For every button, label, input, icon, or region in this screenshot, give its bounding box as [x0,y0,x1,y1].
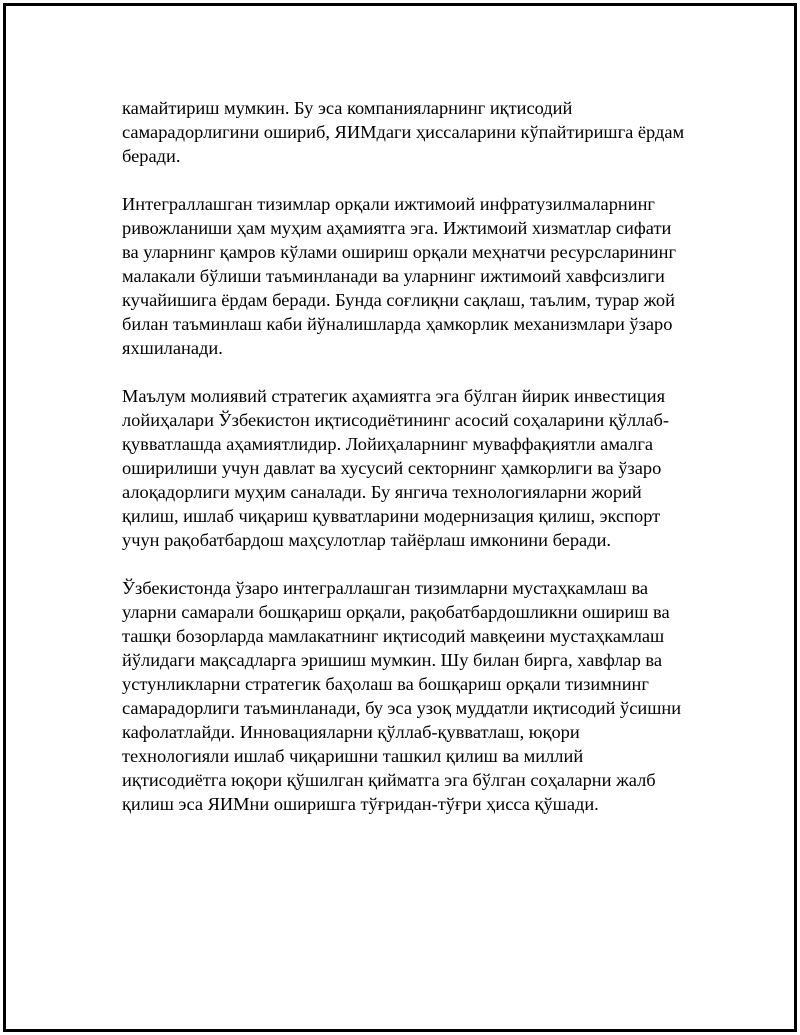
text-line: кафолатлайди. Инновацияларни қўллаб-қувватлаш, юқори [122,722,580,742]
text-line: малакали бўлиши таъминланади ва уларнинг ижтимоий хавфсизлиги [122,266,665,286]
text-line: яхшиланади. [122,338,223,358]
text-line: алоқадорлиги муҳим саналади. Бу янгича технологияларни жорий [122,482,642,502]
text-line: самарадорлиги таъминланади, бу эса узоқ муддатли иқтисодий ўсишни [122,698,682,718]
text-line: Маълум молиявий стратегик аҳамиятга эга бўлган йирик инвестиция [122,386,666,406]
text-line: қилиш эса ЯИМни оширишга тўғридан-тўғри ҳисса қўшади. [122,794,599,814]
text-line: уларни самарали бошқариш орқали, рақобатбардошликни ошириш ва [122,602,670,622]
text-line: Интеграллашган тизимлар орқали ижтимоий инфратузилмаларнинг [122,194,655,214]
text-line: беради. [122,146,181,166]
text-line: қувватлашда аҳамиятлидир. Лойиҳаларнинг муваффақиятли амалга [122,434,654,454]
paragraph-3 [122,384,692,552]
text-line: технологияли ишлаб чиқаришни ташкил қилиш ва миллий [122,746,584,766]
paragraph-4 [122,576,692,816]
document-body [122,96,692,840]
paragraph-2 [122,192,692,360]
text-line: йўлидаги мақсадларга эришиш мумкин. Шу билан бирга, хавфлар ва [122,650,663,670]
text-line: лойиҳалари Ўзбекистон иқтисодиётининг асосий соҳаларини қўллаб- [122,410,669,430]
text-line: ташқи бозорларда мамлакатнинг иқтисодий мавқеини мустаҳкамлаш [122,626,665,646]
page-frame [3,3,797,1032]
text-line: самарадорлигини ошириб, ЯИМдаги ҳиссаларини кўпайтиришга ёрдам [122,122,685,142]
text-line: камайтириш мумкин. Бу эса компанияларнинг иқтисодий [122,98,573,118]
text-line: ривожланиши ҳам муҳим аҳамиятга эга. Ижтимоий хизматлар сифати [122,218,672,238]
text-line: устунликларни стратегик баҳолаш ва бошқариш орқали тизимнинг [122,674,649,694]
text-line: ва уларнинг қамров кўлами ошириш орқали меҳнатчи ресурсларининг [122,242,676,262]
text-line: кучайишига ёрдам беради. Бунда соғлиқни сақлаш, таълим, турар жой [122,290,675,310]
text-line: иқтисодиётга юқори қўшилган қийматга эга бўлган соҳаларни жалб [122,770,656,790]
text-line: Ўзбекистонда ўзаро интеграллашган тизимларни мустаҳкамлаш ва [122,578,649,598]
text-line: учун рақобатбардош маҳсулотлар тайёрлаш имконини беради. [122,530,612,550]
paragraph-1 [122,96,692,168]
text-line: билан таъминлаш каби йўналишларда ҳамкорлик механизмлари ўзаро [122,314,673,334]
text-line: қилиш, ишлаб чиқариш қувватларини модернизация қилиш, экспорт [122,506,661,526]
text-line: оширилиши учун давлат ва хусусий секторнинг ҳамкорлиги ва ўзаро [122,458,662,478]
